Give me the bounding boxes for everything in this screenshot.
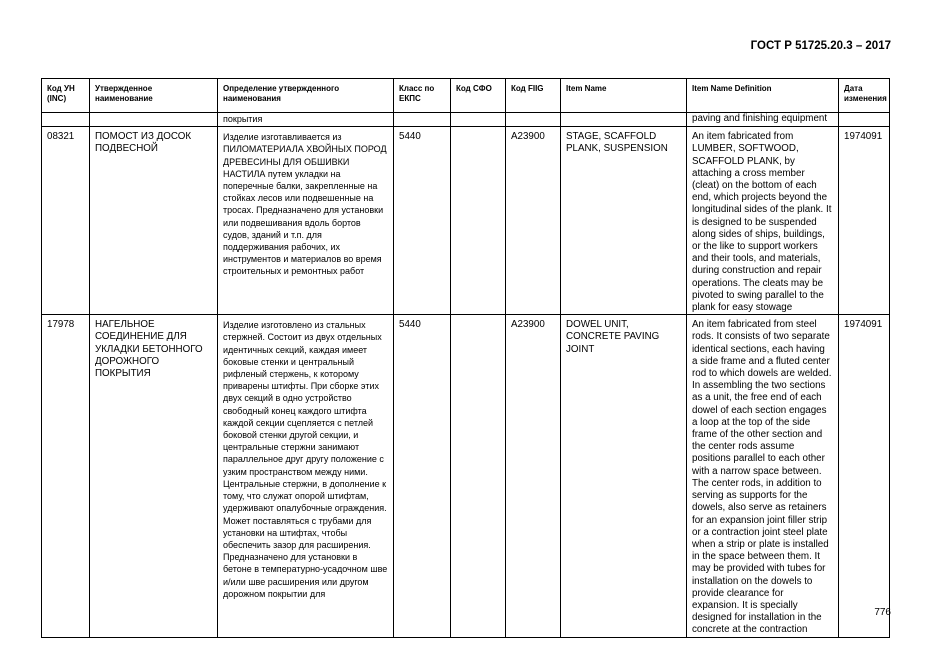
cell-inc: 17978 xyxy=(42,315,90,637)
cell-date: 1974091 xyxy=(839,315,890,637)
cell-definition-en: An item fabricated from steel rods. It consists of two separate identical sections, each having a side frame and a fluted center rod to which dowels are welded. In assembling the two sections as a unit, the free end of each dowel of each section engages a loop at the top of the side frame of the other section and the center rods assume positions parallel to each other with a narrow space between. The center rods, in addition to serving as supports for the dowels, also serve as retainers for an expansion joint filler strip or a contraction joint steel plate when a strip or plate is installed in the space between them. It may be provided with tubes for installation on the dowels to provide clearance for expansion. It is specially designed for installation in the concrete at the contraction xyxy=(687,315,839,637)
catalog-table xyxy=(41,78,890,638)
cell-item-name: STAGE, SCAFFOLD PLANK, SUSPENSION xyxy=(561,127,687,315)
col-header-fiig: Код FIIG xyxy=(506,79,561,113)
col-header-sfo: Код СФО xyxy=(451,79,506,113)
cell-inc: 08321 xyxy=(42,127,90,315)
table-row xyxy=(42,315,890,637)
table-row-continuation xyxy=(42,113,890,127)
table-row xyxy=(42,127,890,315)
document-id-header: ГОСТ Р 51725.20.3 – 2017 xyxy=(750,40,891,52)
col-header-item-definition: Item Name Definition xyxy=(687,79,839,113)
col-header-date: Дата изменения xyxy=(839,79,890,113)
cell-definition-ru: Изделие изготавливается из ПИЛОМАТЕРИАЛА ХВОЙНЫХ ПОРОД ДРЕВЕСИНЫ ДЛЯ ОБШИВКИ НАСТИЛА путем укладки на поперечные балки, закрепленные на стойках лесов или подвешенные на тросах. Предназначено для установки или подвешивания вдоль бортов судов, зданий и т.п. для поддерживания рабочих, их инструментов и материалов во время строительных и ремонтных работ xyxy=(218,127,394,315)
cell-definition-en: paving and finishing equipment xyxy=(687,113,839,127)
table-header-row xyxy=(42,79,890,113)
cell-date: 1974091 xyxy=(839,127,890,315)
cell-definition-ru: Изделие изготовлено из стальных стержней. Состоит из двух отдельных идентичных секций, каждая имеет боковые стенки и центральный рифленый стержень, к которому приварены штифты. При сборке этих двух секций в одно устройство свободный конец каждого штифта каждой секции сцепляется с петлей боковой стенки другой секции, и центральные стержни занимают параллельное друг другу положение с узким пространством между ними. Центральные стержни, в дополнение к тому, что служат опорой штифтам, удерживают опалубочные ограждения. Может поставляться с трубами для установки на штифтах, чтобы обеспечить зазор для расширения. Предназначено для установки в бетоне в температурно-усадочном шве и/или шве расширения или другом дорожном покрытии для xyxy=(218,315,394,637)
col-header-ekps: Класс по ЕКПС xyxy=(394,79,451,113)
cell-name-ru: ПОМОСТ ИЗ ДОСОК ПОДВЕСНОЙ xyxy=(90,127,218,315)
col-header-inc: Код УН (INC) xyxy=(42,79,90,113)
col-header-name-ru: Утвержденное наименование xyxy=(90,79,218,113)
cell-definition-ru: покрытия xyxy=(218,113,394,127)
cell-sfo xyxy=(451,127,506,315)
cell-name-ru: НАГЕЛЬНОЕ СОЕДИНЕНИЕ ДЛЯ УКЛАДКИ БЕТОННОГО ДОРОЖНОГО ПОКРЫТИЯ xyxy=(90,315,218,637)
page-number: 776 xyxy=(874,607,891,618)
cell-item-name: DOWEL UNIT, CONCRETE PAVING JOINT xyxy=(561,315,687,637)
cell-fiig: A23900 xyxy=(506,127,561,315)
cell-definition-en: An item fabricated from LUMBER, SOFTWOOD, SCAFFOLD PLANK, by attaching a cross member (cleat) on the bottom of each end, which projects beyond the longitudinal sides of the plank. It is designed to be suspended along sides of ships, buildings, or the like to support workers and their tools, and materials, during construction and repair operations. The cleats may be pivoted to swing parallel to the plank for easy stowage xyxy=(687,127,839,315)
cell-sfo xyxy=(451,315,506,637)
cell-fiig: A23900 xyxy=(506,315,561,637)
cell-ekps: 5440 xyxy=(394,127,451,315)
col-header-item-name: Item Name xyxy=(561,79,687,113)
cell-ekps: 5440 xyxy=(394,315,451,637)
col-header-definition-ru: Определение утвержденного наименования xyxy=(218,79,394,113)
